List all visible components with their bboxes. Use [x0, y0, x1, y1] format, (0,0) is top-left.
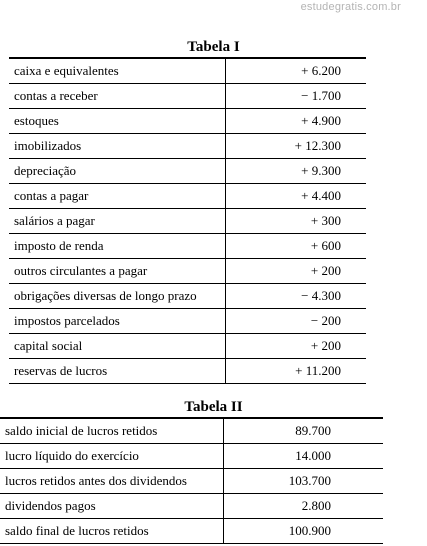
- table-row: [0, 494, 383, 519]
- table-row: [0, 519, 383, 544]
- row-value: + 200: [225, 334, 366, 359]
- table-row: [9, 84, 366, 109]
- table-2-title: Tabela II: [184, 399, 243, 415]
- table-row: [9, 359, 366, 384]
- row-label: saldo final de lucros retidos: [0, 519, 223, 544]
- row-label: estoques: [9, 109, 225, 134]
- row-label: outros circulantes a pagar: [9, 259, 225, 284]
- row-label: lucro líquido do exercício: [0, 444, 223, 469]
- row-label: imposto de renda: [9, 234, 225, 259]
- table-row: [9, 159, 366, 184]
- row-value: 89.700: [223, 418, 383, 444]
- row-label: dividendos pagos: [0, 494, 223, 519]
- row-value: − 200: [225, 309, 366, 334]
- row-label: contas a receber: [9, 84, 225, 109]
- row-label: impostos parcelados: [9, 309, 225, 334]
- row-value: 100.900: [223, 519, 383, 544]
- table-row: [9, 309, 366, 334]
- table-row: [9, 134, 366, 159]
- row-label: imobilizados: [9, 134, 225, 159]
- table-row: [0, 418, 383, 444]
- row-value: − 4.300: [225, 284, 366, 309]
- row-label: salários a pagar: [9, 209, 225, 234]
- row-value: + 4.900: [225, 109, 366, 134]
- row-value: 2.800: [223, 494, 383, 519]
- row-label: contas a pagar: [9, 184, 225, 209]
- row-value: + 12.300: [225, 134, 366, 159]
- row-label: saldo inicial de lucros retidos: [0, 418, 223, 444]
- table-row: [9, 259, 366, 284]
- row-label: capital social: [9, 334, 225, 359]
- row-value: + 6.200: [225, 58, 366, 84]
- table-row: [0, 469, 383, 494]
- row-value: + 11.200: [225, 359, 366, 384]
- table-1: [9, 57, 366, 384]
- table-row: [9, 284, 366, 309]
- table-row: [9, 58, 366, 84]
- row-value: + 9.300: [225, 159, 366, 184]
- table-2: [0, 417, 383, 544]
- row-value: 14.000: [223, 444, 383, 469]
- row-value: 103.700: [223, 469, 383, 494]
- row-label: lucros retidos antes dos dividendos: [0, 469, 223, 494]
- row-value: + 4.400: [225, 184, 366, 209]
- row-label: obrigações diversas de longo prazo: [9, 284, 225, 309]
- row-label: depreciação: [9, 159, 225, 184]
- table-row: [9, 109, 366, 134]
- table-row: [0, 444, 383, 469]
- row-value: + 600: [225, 234, 366, 259]
- row-value: + 300: [225, 209, 366, 234]
- table-row: [9, 334, 366, 359]
- table-1-title: Tabela I: [187, 39, 240, 55]
- row-value: + 200: [225, 259, 366, 284]
- watermark: estudegratis.com.br: [300, 1, 401, 13]
- table-row: [9, 209, 366, 234]
- table-row: [9, 184, 366, 209]
- row-label: reservas de lucros: [9, 359, 225, 384]
- table-row: [9, 234, 366, 259]
- row-label: caixa e equivalentes: [9, 58, 225, 84]
- row-value: − 1.700: [225, 84, 366, 109]
